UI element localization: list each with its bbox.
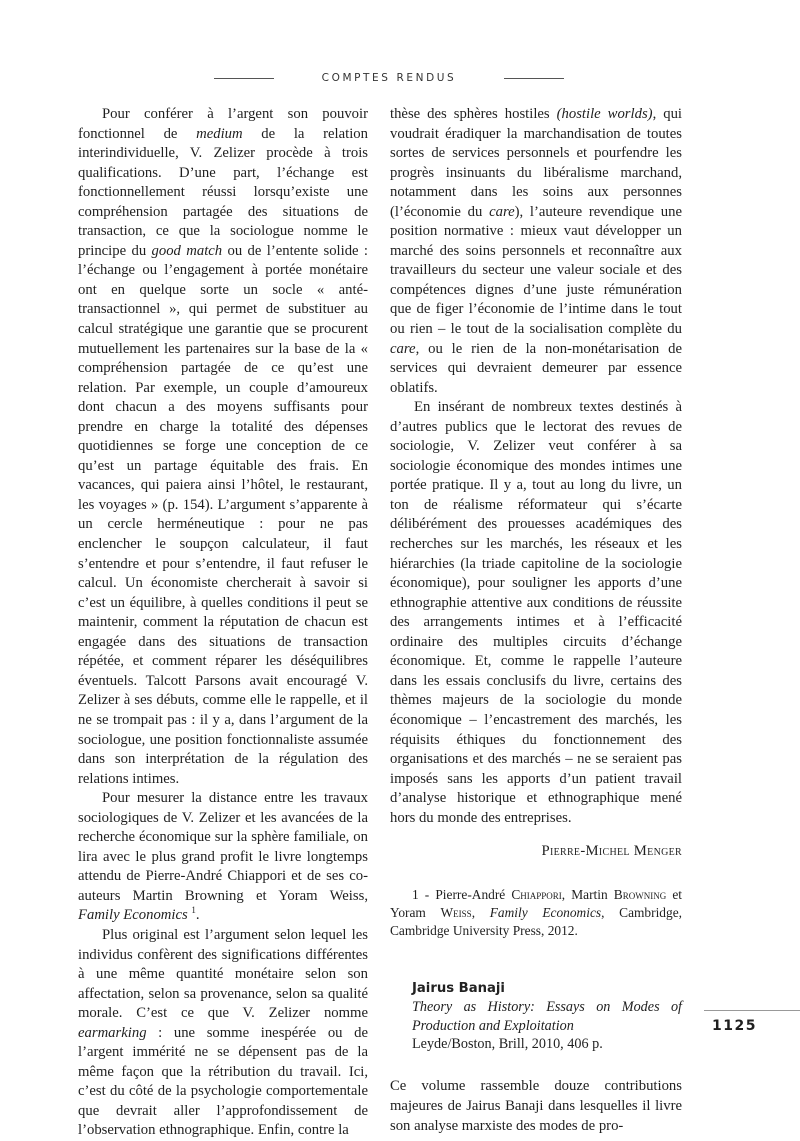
italic-text: Family Economics bbox=[78, 907, 188, 924]
smallcaps-text: Browning bbox=[613, 886, 667, 902]
left-paragraph-1: Pour conférer à l’argent son pouvoir fonctionnel de medium de la relation interindividuelle, V. Zelizer procède à trois qualifications. D’une part, l’échange est fonctionnellement réussi lorsqu’existe une compréhension partagée des situations de transaction, ce que la sociologue nomme le principe du good match ou de l’entente solide : l’échange ou l’engagement à portée monétaire ont en quelque sorte un socle « anté-transactionnel », qui permet de substituer au calcul stratégique une garantie que se procurent mutuellement les partenaires sur la base de la « compréhension partagée de ce qu’est une relation. Par exemple, un couple d’amoureux dont chacun a des moyens suffisants pour prendre en charge la totalité des dépenses quotidiennes se forge une conception de ce qu’est un partage équitable des frais. En vacances, qui paiera ainsi l’hôtel, le restaurant, les voyages » (p. 154). L’argument s’apparente à un cercle herméneutique : pour ne pas enclencher le soupçon calculateur, il faut s’entendre et pour s’entendre, il faut refuser le calcul. Un économiste chercherait à savoir si c’est un équilibre, à quelles conditions il peut se maintenir, comment la réputation de chacun est engagée dans des situations de transaction répétée, et comment réparer les déséquilibres éventuels. Talcott Parsons avait encouragé V. Zelizer à ses débuts, comme elle le rappelle, et il ne se trompait pas : il y a, dans l’argument de la sociologue, une position fonctionnaliste assumée dans son interprétation de la régulation des relations intimes. bbox=[78, 106, 368, 787]
italic-text: care bbox=[489, 203, 515, 220]
right-paragraph-3: Ce volume rassemble douze contributions majeures de Jairus Banaji dans lesquelles il livre son analyse marxiste des modes de pro- bbox=[390, 1078, 682, 1134]
book-author: Jairus Banaji bbox=[412, 980, 505, 996]
review-signature: Pierre-Michel Menger bbox=[541, 843, 682, 860]
header-rule-right bbox=[504, 78, 564, 79]
footnote: 1 - Pierre-André Chiappori, Martin Browning et Yoram Weiss, Family Economics, Cambridge, Cambridge University Press, 2012. bbox=[390, 886, 682, 938]
book-title: Theory as History: Essays on Modes of Production and Exploitation bbox=[412, 999, 682, 1034]
page-number-rule bbox=[704, 1010, 800, 1011]
right-paragraph-2: En insérant de nombreux textes destinés à d’autres publics que le lectorat des revues de sociologie, V. Zelizer veut conférer à sa sociologie économique des mondes intimes une portée pratique. Il y a, tout au long du livre, un ton de réalisme réformateur qui s’écarte délibérément des prouesses académiques des recherches sur les marchés, les réseaux et les hiérarchies (la triade capitoline de la sociologie économique), pour souligner les apports d’une ethnographie attentive aux conditions de réussite des arrangements intimes et à l’efficacité ordinaire des multiples circuits d’échange économique. Et, comme le rappelle l’auteure dans les essais conclusifs du livre, certains des thèmes majeurs de la sociologie du monde économique – l’encastrement des marchés, les réquisits éthiques du fonctionnement des organisations et des marchés – ne se seraient pas imposés sans les apports d’un patient travail d’analyse historique et ethnographique mené hors du monde des entreprises. bbox=[390, 399, 682, 826]
running-header bbox=[214, 68, 564, 88]
right-paragraph-1: thèse des sphères hostiles (hostile worlds), qui voudrait éradiquer la marchandisation de toutes sortes de services personnels et pourfendre les progrès insinuants du libéralisme marchand, notamment dans les soins aux personnes (l’économie du care), l’auteure revendique une position normative : mieux vaut développer un marché des soins personnels et reconnaître aux travailleurs du secteur une valeur sociale et des compétences dignes d’une juste rémunération que de figer l’économie de l’intime dans le tout ou rien – le tout de la socialisation complète du care, ou le rien de la non-monétarisation de services qui devraient demeurer par essence oblatifs. bbox=[390, 106, 682, 396]
header-rule-left bbox=[214, 78, 274, 79]
right-column bbox=[390, 105, 682, 1136]
left-column bbox=[78, 105, 368, 1141]
italic-text: earmarking bbox=[78, 1024, 147, 1041]
italic-text: care bbox=[390, 340, 416, 357]
book-reference bbox=[390, 980, 682, 1054]
italic-text: (hostile worlds) bbox=[556, 106, 653, 122]
italic-text: medium bbox=[196, 125, 243, 142]
left-paragraph-2: Pour mesurer la distance entre les travaux sociologiques de V. Zelizer et les avancées de la recherche économique sur la sphère familiale, on lira avec le plus grand profit le livre longtemps attendu de Pierre-André Chiappori et de ses co-auteurs Martin Browning et Yoram Weiss, Family Economics $^1$. bbox=[78, 790, 368, 924]
italic-text: good match bbox=[151, 242, 223, 259]
left-paragraph-3: Plus original est l’argument selon lequel les individus confèrent des significations différentes à une même quantité monétaire selon son affectation, selon sa provenance, selon sa qualité morale. C’est ce que V. Zelizer nomme earmarking : une somme inespérée ou de l’argent immérité ne se dépensent pas de la même façon que la rétribution du travail. Ici, c’est du côté de la psychologie comportementale que devrait aller l’approfondissement de l’observation ethnographique. Enfin, contre la bbox=[78, 926, 368, 1139]
smallcaps-text: Weiss bbox=[440, 904, 472, 920]
header-title: COMPTES RENDUS bbox=[321, 72, 457, 84]
footnote-ref: 1 bbox=[191, 905, 196, 916]
smallcaps-text: Chiappori bbox=[511, 886, 562, 902]
italic-text: Family Economics bbox=[489, 904, 602, 920]
page-number: 1125 bbox=[712, 1018, 757, 1034]
book-publication: Leyde/Boston, Brill, 2010, 406 p. bbox=[412, 1036, 603, 1052]
